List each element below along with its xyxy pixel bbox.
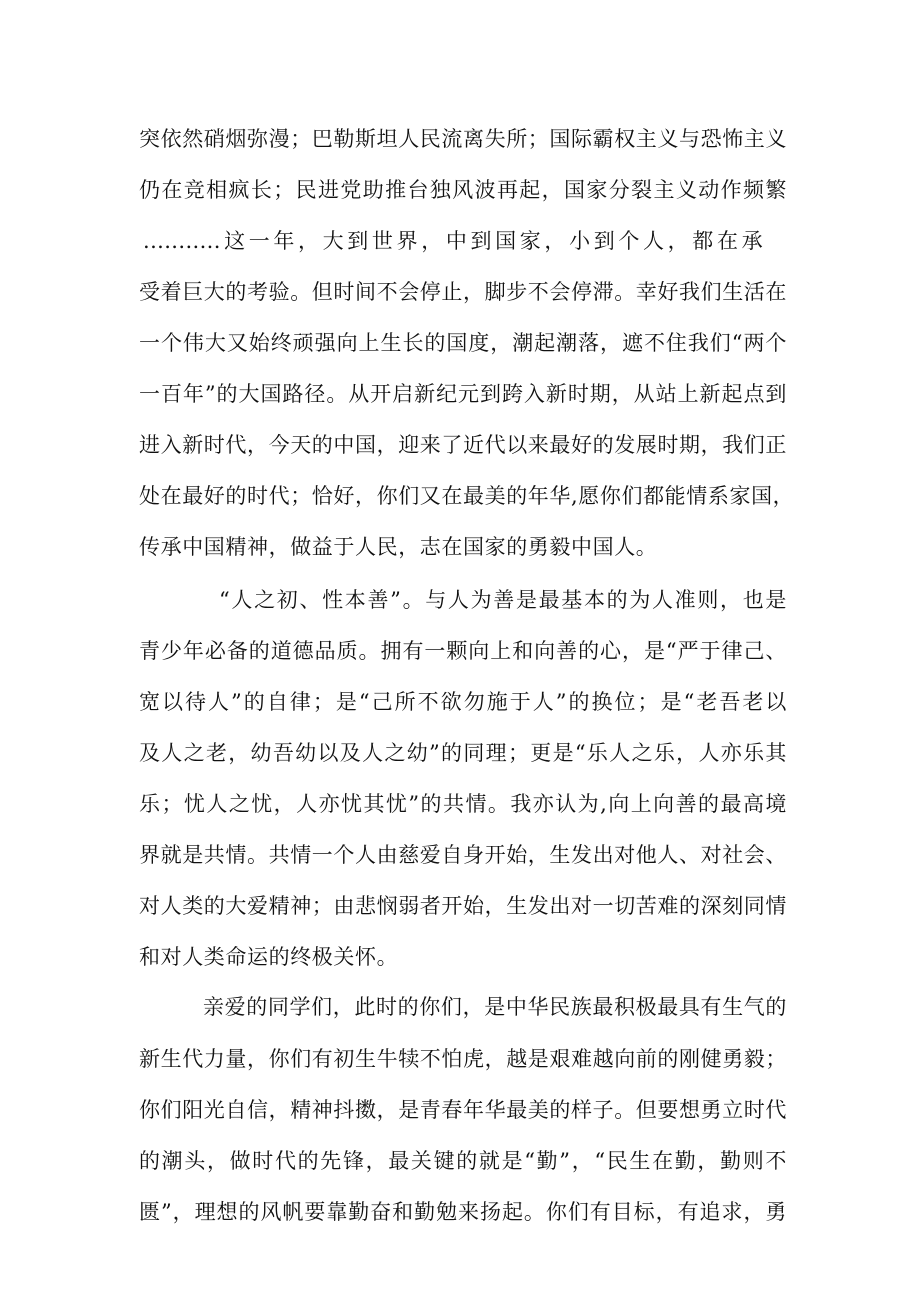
text-line: ...........这一年，大到世界，中到国家，小到个人，都在承 [143, 229, 763, 253]
text-line: 宽以待人”的自律；是“己所不欲勿施于人”的换位；是“老吾老以 [139, 690, 787, 714]
text-line: 和对人类命运的终极关怀。 [139, 945, 399, 969]
text-line: 突依然硝烟弥漫；巴勒斯坦人民流离失所；国际霸权主义与恐怖主义 [139, 127, 787, 151]
text-line: 进入新时代，今天的中国，迎来了近代以来最好的发展时期，我们正 [139, 433, 787, 457]
text-line: 仍在竞相疯长；民进党助推台独风波再起，国家分裂主义动作频繁 [139, 178, 787, 202]
text-line: 处在最好的时代；恰好，你们又在最美的年华,愿你们都能情系家国， [139, 484, 795, 508]
text-line: 匮”，理想的风帆要靠勤奋和勤勉来扬起。你们有目标，有追求，勇 [139, 1200, 787, 1224]
text-line: 界就是共情。共情一个人由慈爱自身开始，生发出对他人、对社会、 [139, 843, 787, 867]
text-line: 及人之老，幼吾幼以及人之幼”的同理；更是“乐人之乐，人亦乐其 [139, 741, 787, 765]
text-line: 传承中国精神，做益于人民，志在国家的勇毅中国人。 [139, 535, 658, 559]
text-line: 你们阳光自信，精神抖擞，是青春年华最美的样子。但要想勇立时代 [139, 1098, 787, 1122]
text-line: 新生代力量，你们有初生牛犊不怕虎，越是艰难越向前的刚健勇毅； [139, 1047, 787, 1071]
text-line: 的潮头，做时代的先锋，最关键的就是“勤”，“民生在勤，勤则不 [139, 1149, 787, 1173]
text-line: 一个伟大又始终顽强向上生长的国度，潮起潮落，遮不住我们“两个 [139, 331, 787, 355]
text-line: 一百年”的大国路径。从开启新纪元到跨入新时期，从站上新起点到 [139, 382, 787, 406]
text-line: 对人类的大爱精神；由悲悯弱者开始，生发出对一切苦难的深刻同情 [139, 894, 787, 918]
text-line: 青少年必备的道德品质。拥有一颗向上和向善的心，是“严于律己、 [139, 639, 787, 663]
paragraph-first-line: 亲爱的同学们，此时的你们，是中华民族最积极最具有生气的 [203, 995, 787, 1019]
text-line: 乐；忧人之忧，人亦忧其忧”的共情。我亦认为,向上向善的最高境 [139, 792, 787, 816]
paragraph-first-line: “人之初、性本善”。与人为善是最基本的为人准则，也是 [219, 588, 787, 612]
text-line: 受着巨大的考验。但时间不会停止，脚步不会停滞。幸好我们生活在 [139, 280, 787, 304]
